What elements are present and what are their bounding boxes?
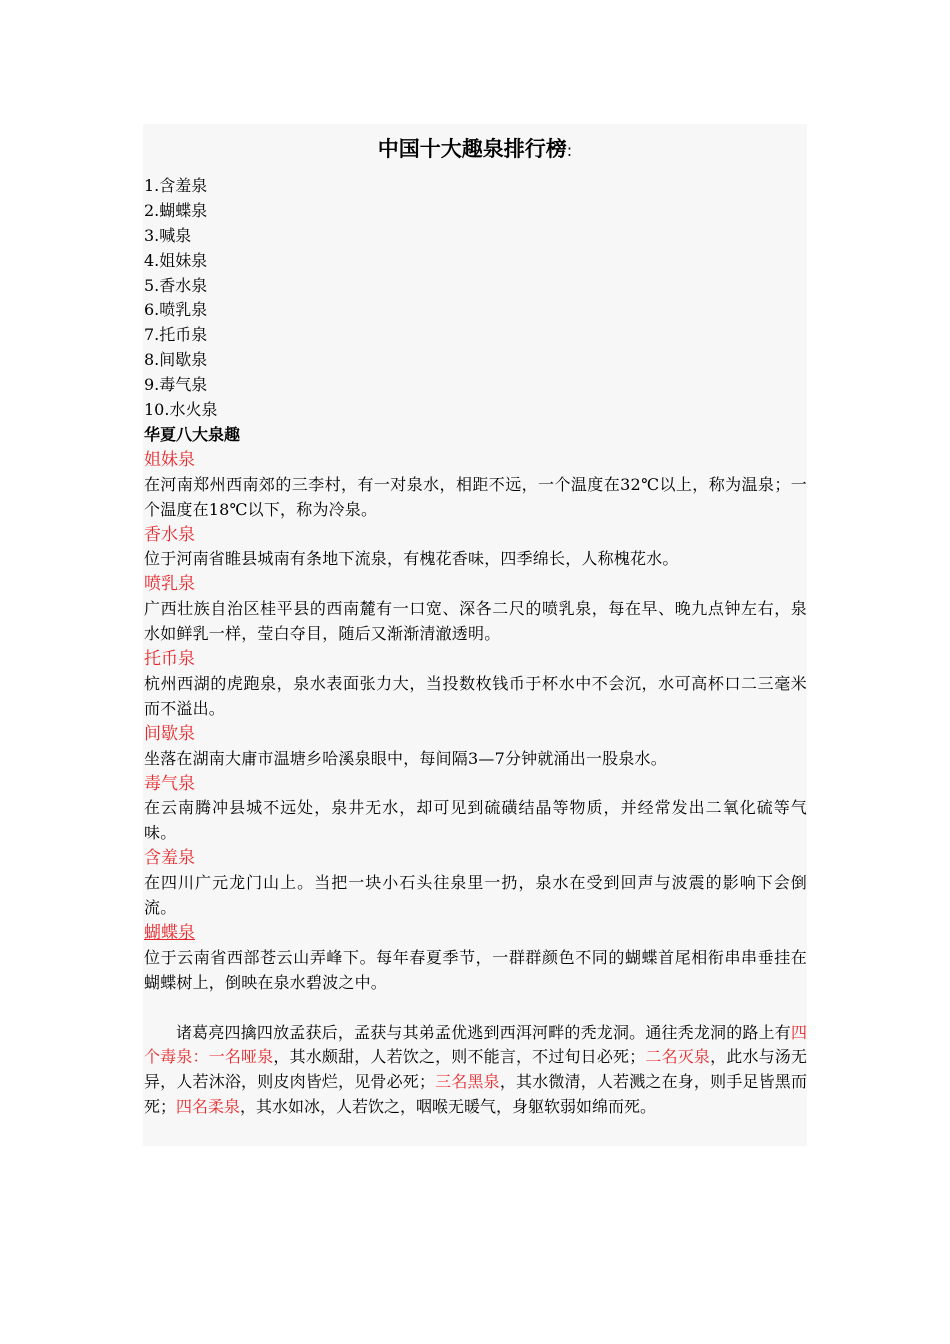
title-colon: :	[566, 141, 573, 160]
story-text: 诸葛亮四擒四放孟获后，孟获与其弟孟优逃到西洱河畔的秃龙洞。通往秃龙洞的路上有	[176, 1022, 791, 1042]
spring-description: 坐落在湖南大庸市温塘乡哈溪泉眼中，每间隔3—7分钟就涌出一股泉水。	[144, 748, 667, 768]
ranking-item: 3.喊泉	[144, 225, 192, 245]
story-paragraph	[143, 1021, 807, 1121]
spring-description: 在四川广元龙门山上。当把一块小石头往泉里一扔，泉水在受到回声与波震的影响下会倒流。	[144, 873, 807, 917]
spring-description: 位于云南省西部苍云山弄峰下。每年春夏季节，一群群颜色不同的蝴蝶首尾相衔串串垂挂在蝴蝶树上，倒映在泉水碧波之中。	[144, 947, 807, 992]
ranking-item: 6.喷乳泉	[144, 300, 208, 320]
story-text: ，其水微清，人若溅之在身，则手足皆黑而死；	[144, 1072, 807, 1117]
spring-description: 杭州西湖的虎跑泉，泉水表面张力大，当投数枚钱币于杯水中不会沉，水可高杯口二三毫米而不溢出。	[144, 673, 807, 718]
ranking-list	[143, 174, 807, 423]
spring-name: 姐妹泉	[144, 449, 195, 470]
spring-name-link[interactable]: 蝴蝶泉	[144, 922, 195, 943]
spring-name: 香水泉	[144, 524, 195, 545]
ranking-item: 9.毒气泉	[144, 375, 208, 395]
spring-name: 喷乳泉	[144, 574, 195, 595]
ranking-item: 4.姐妹泉	[144, 250, 208, 270]
ranking-item: 5.香水泉	[144, 275, 208, 295]
document-page	[143, 124, 807, 1146]
spring-description: 位于河南省睢县城南有条地下流泉，有槐花香味，四季绵长，人称槐花水。	[144, 549, 679, 569]
blank-line	[143, 996, 807, 1021]
ranking-item: 8.间歇泉	[144, 350, 208, 370]
ranking-item: 2.蝴蝶泉	[144, 200, 208, 220]
story-highlight: 三名黑泉	[434, 1072, 500, 1092]
spring-name: 含羞泉	[144, 848, 195, 869]
spring-description: 在云南腾冲县城不远处，泉井无水，却可见到硫磺结晶等物质，并经常发出二氧化硫等气味。	[144, 798, 807, 843]
ranking-item: 1.含羞泉	[144, 176, 208, 195]
story-highlight: 四个毒泉：一名哑泉	[144, 1022, 807, 1067]
ranking-item: 7.托币泉	[144, 325, 208, 345]
story-highlight: 四名柔泉	[176, 1097, 241, 1117]
title-text: 中国十大趣泉排行榜	[377, 137, 567, 161]
spring-description: 广西壮族自治区桂平县的西南麓有一口宽、深各二尺的喷乳泉，每在早、晚九点钟左右，泉水如鲜乳一样，莹白夺目，随后又渐渐清澈透明。	[144, 599, 807, 644]
spring-entries	[143, 448, 807, 996]
spring-name: 间歇泉	[144, 723, 195, 744]
page-title	[143, 136, 807, 164]
story-highlight: 二名灭泉	[645, 1047, 711, 1067]
spring-description: 在河南郑州西南郊的三李村，有一对泉水，相距不远，一个温度在32℃以上，称为温泉；一个温度在18℃以下，称为冷泉。	[144, 474, 807, 519]
ranking-item: 10.水火泉	[144, 400, 218, 420]
story-text: ，其水颇甜，人若饮之，则不能言，不过旬日必死；	[273, 1047, 646, 1067]
story-text: ，此水与汤无异，人若沐浴，则皮肉皆烂，见骨必死；	[144, 1047, 807, 1092]
spring-name: 毒气泉	[144, 773, 195, 794]
section-heading: 华夏八大泉趣	[144, 424, 241, 444]
spring-name: 托币泉	[144, 649, 195, 669]
story-text: ，其水如冰，人若饮之，咽喉无暖气，身躯软弱如绵而死。	[240, 1097, 657, 1117]
